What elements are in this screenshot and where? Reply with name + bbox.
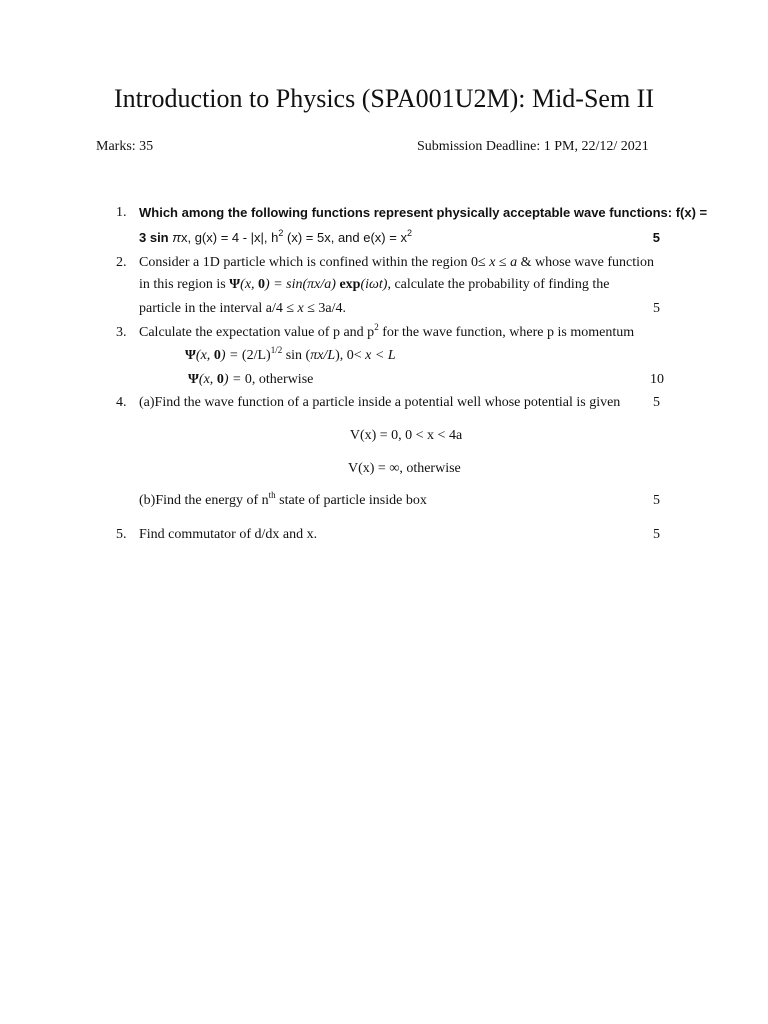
- question-2-marks: 5: [653, 301, 660, 316]
- potential-outside: V(x) = ∞, otherwise: [348, 461, 461, 476]
- question-1-line-2: 3 sin πx, g(x) = 4 - |x|, $h^2$ (x) = 5x, and $e(x) = x^2$: [139, 228, 412, 245]
- question-3-line-1: Calculate the expectation value of p and $p^2$ for the wave function, where p is momentum: [139, 322, 635, 340]
- wave-function-otherwise: Ψ(x, 0) = 0, otherwise: [188, 372, 314, 387]
- total-marks: Marks: 35: [96, 139, 154, 154]
- question-4b-marks: 5: [653, 493, 660, 508]
- submission-deadline: Submission Deadline: 1 PM, 22/12/ 2021: [417, 139, 649, 154]
- question-4-part-b: (b)Find the energy of $n^{th}$ state of particle inside box: [139, 490, 427, 508]
- question-4a-marks: 5: [653, 395, 660, 410]
- question-text: Which among the following functions represent physically acceptable wave functions: f(x) =: [139, 205, 708, 220]
- wave-function-equation: Ψ(x, $0) = (2/L)^{1/2}$ sin (πx/L), 0< x < L: [185, 345, 396, 363]
- question-number: 1.: [116, 205, 127, 220]
- question-number: 3.: [116, 325, 127, 340]
- potential-inside: V(x) = 0, 0 < x < 4a: [349, 428, 463, 443]
- question-2-line-2: in this region is Ψ(x, 0) = sin(πx/a) exp(iωt), calculate the probability of finding the: [139, 277, 610, 292]
- question-4-part-a: (a)Find the wave function of a particle inside a potential well whose potential is given: [139, 395, 621, 410]
- question-5-text: Find commutator of d/dx and x.: [139, 527, 318, 542]
- question-2-line-3: particle in the interval a/4 ≤ x ≤ 3a/4.: [139, 301, 347, 316]
- question-2-line-1: Consider a 1D particle which is confined within the region 0≤ x ≤ a & whose wave function: [139, 255, 654, 270]
- question-5-marks: 5: [653, 527, 660, 542]
- question-1-marks: 5: [652, 230, 660, 245]
- question-3-marks: 10: [650, 372, 664, 387]
- question-1-line-1: [139, 205, 707, 220]
- question-number: 2.: [116, 255, 127, 270]
- question-number: 4.: [116, 395, 127, 410]
- question-number: 5.: [116, 527, 127, 542]
- page-title: Introduction to Physics (SPA001U2M): Mid-Sem II: [114, 84, 654, 113]
